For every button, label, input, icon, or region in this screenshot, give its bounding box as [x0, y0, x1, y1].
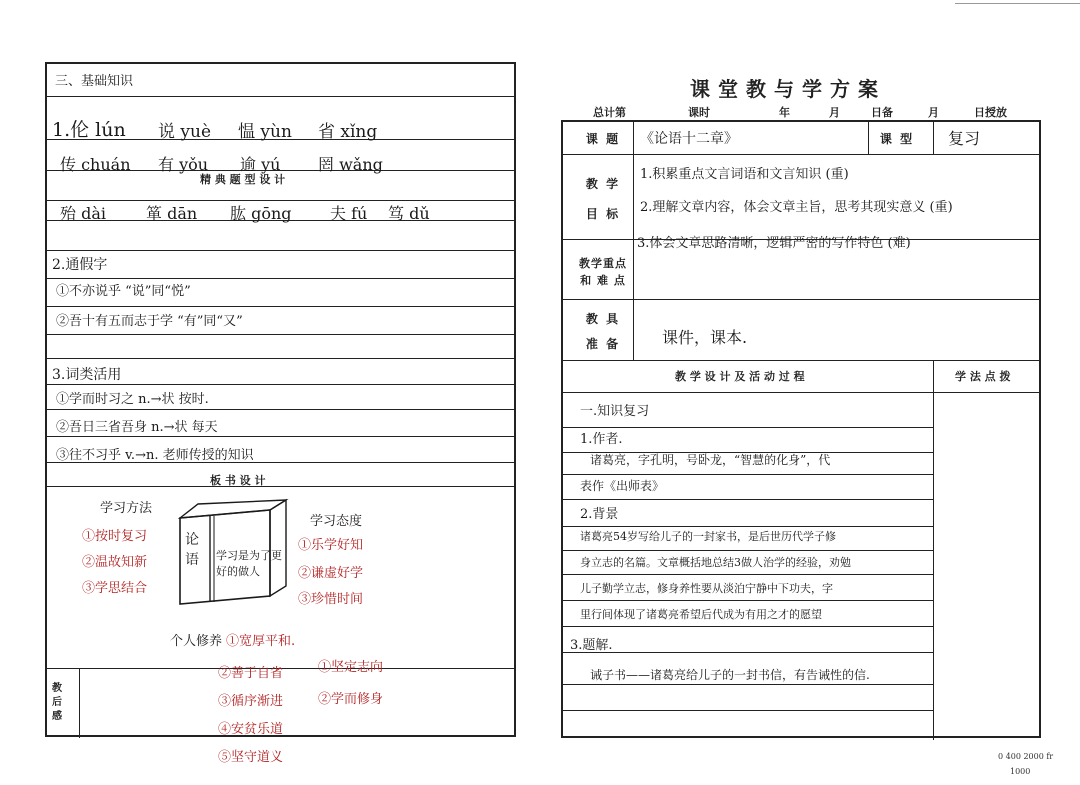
goals-label: 教 学 — [585, 177, 621, 191]
pinyin-item: 夫 fú — [330, 204, 368, 223]
process-line: 诫子书——诸葛亮给儿子的一封书信，有告诫性的信. — [590, 668, 870, 682]
board-left-title: 学习方法 — [100, 501, 153, 516]
tongjia-item: ②吾十有五而志于学 “有”同“又” — [56, 314, 243, 329]
pinyin-item: 1.伦 lún — [52, 119, 126, 141]
huoyong-item: ①学而时习之 n.→状 按时. — [56, 392, 209, 407]
meta-item: 月 — [928, 106, 939, 119]
process-line: 身立志的名篇。文章概括地总结3做人治学的经验，劝勉 — [580, 556, 851, 569]
board-box-right-text: 学习是为了更好的做人 — [216, 549, 282, 578]
huoyong-item: ③往不习乎 v.→n. 老师传授的知识 — [56, 448, 254, 463]
doc-title: 课堂教与学方案 — [690, 77, 886, 101]
process-line: 1.作者. — [580, 432, 623, 447]
topic-value: 《论语十二章》 — [640, 131, 738, 147]
board-box-left-text: 论语 — [185, 532, 199, 568]
board-left-item: ①按时复习 — [82, 529, 148, 544]
type-label: 课 型 — [879, 132, 915, 146]
method-header: 学 法 点 拨 — [955, 370, 1011, 383]
pinyin-item: 有 yǒu — [158, 155, 209, 174]
tools-label: 教 具 — [585, 312, 621, 326]
board-bottom-item: ④安贫乐道 — [218, 722, 284, 737]
process-line: 一.知识复习 — [580, 404, 650, 419]
board-left-item: ③学思结合 — [82, 581, 148, 596]
board-bottom-item: ③循序渐进 — [218, 694, 284, 709]
goals-label: 目 标 — [585, 207, 621, 221]
huoyong-item: ②吾日三省吾身 n.→状 每天 — [56, 420, 218, 435]
process-line: 诸葛亮54岁写给儿子的一封家书，是后世历代学子修 — [580, 530, 836, 543]
corner-note: 0 400 2000 fr — [998, 752, 1054, 761]
pinyin-item: 省 xǐng — [318, 122, 378, 142]
pinyin-item: 笃 dǔ — [388, 204, 430, 223]
meta-item: 日备 — [871, 106, 893, 119]
tongjia-item: ①不亦说乎 “说”同“悦” — [56, 284, 191, 299]
process-line: 表作《出师表》 — [580, 479, 665, 493]
section1-heading: 三、基础知识 — [55, 74, 134, 89]
meta-item: 年 — [779, 106, 790, 119]
print-title-classic: 精 典 题 型 设 计 — [200, 173, 286, 186]
board-right-item: ③珍惜时间 — [298, 592, 364, 607]
board-bottom-item: ①宽厚平和. — [226, 634, 296, 649]
process-line: 里行间体现了诸葛亮希望后代成为有用之才的愿望 — [580, 608, 822, 621]
stray-pen-line — [955, 3, 1080, 4]
tools-label: 准 备 — [585, 337, 621, 351]
meta-item: 月 — [829, 106, 840, 119]
goal-item: 2.理解文章内容，体会文章主旨，思考其现实意义 (重) — [640, 200, 953, 215]
pinyin-item: 箪 dān — [146, 204, 198, 223]
board-right-item: ①乐学好知 — [298, 538, 364, 553]
board-bottom-title: 个人修养 — [170, 634, 223, 649]
board-left-item: ②温故知新 — [82, 555, 148, 570]
board-side-item: ①坚定志向 — [318, 660, 384, 675]
print-title-board: 板 书 设 计 — [210, 474, 266, 487]
process-line: 2.背景 — [580, 507, 619, 522]
type-value: 复习 — [948, 129, 981, 148]
pinyin-item: 传 chuán — [60, 155, 131, 174]
tools-value: 课件，课本. — [662, 328, 748, 347]
process-line: 3.题解. — [570, 638, 613, 653]
pinyin-item: 逾 yú — [240, 155, 281, 174]
pinyin-item: 肱 gōng — [230, 204, 292, 223]
board-right-item: ②谦虚好学 — [298, 566, 364, 581]
section2-heading: 2.通假字 — [52, 257, 108, 273]
goal-item: 1.积累重点文言词语和文言知识 (重) — [640, 167, 849, 182]
meta-item: 课时 — [688, 106, 710, 119]
pinyin-item: 罔 wǎng — [318, 155, 383, 174]
process-line: 儿子勤学立志，修身养性要从淡泊宁静中下功夫，字 — [580, 582, 833, 595]
board-bottom-item: ②善于自省 — [218, 666, 284, 681]
section3-heading: 3.词类活用 — [52, 367, 122, 383]
process-header: 教 学 设 计 及 活 动 过 程 — [675, 370, 805, 383]
process-line: 诸葛亮，字孔明，号卧龙，“智慧的化身”，代 — [590, 453, 831, 467]
meta-item: 总计第 — [593, 106, 626, 119]
keypoints-label: 和 难 点 — [580, 274, 626, 287]
corner-note: 1000 — [1010, 767, 1031, 776]
board-right-title: 学习态度 — [310, 514, 363, 529]
goal-item: 3.体会文章思路清晰，逻辑严密的写作特色 (难) — [637, 236, 911, 251]
pinyin-item: 愠 yùn — [238, 122, 292, 142]
meta-item: 日授放 — [974, 106, 1007, 119]
footer-label: 教后感 — [52, 683, 62, 722]
board-bottom-item: ⑤坚守道义 — [218, 750, 284, 765]
topic-label: 课 题 — [585, 132, 621, 146]
board-side-item: ②学而修身 — [318, 692, 384, 707]
pinyin-item: 说 yuè — [158, 122, 212, 142]
keypoints-label: 教学重点 — [579, 257, 627, 270]
pinyin-item: 殆 dài — [60, 204, 106, 223]
